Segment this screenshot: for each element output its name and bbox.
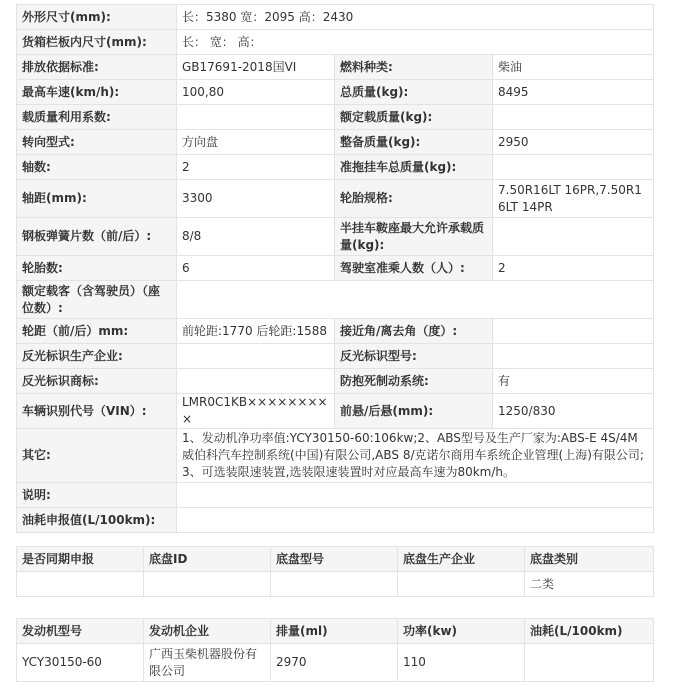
reflector-brand-label: 反光标识商标: [17,369,177,394]
engine-cell: 110 [398,644,525,682]
dims-value: 长：5380 宽：2095 高：2430 [177,5,654,30]
total-mass-label: 总质量(kg): [335,80,493,105]
vin-value: LMR0C1KB××××××××× [177,394,335,429]
spec-row-reflector-maker [17,344,654,369]
dims-label: 外形尺寸(mm): [17,5,177,30]
fuel-report-label: 油耗申报值(L/100km): [17,508,177,533]
springs-label: 钢板弹簧片数（前/后）: [17,218,177,256]
engine-data-row [17,644,654,682]
spec-row-fuel-report [17,508,654,533]
spec-row-passengers [17,281,654,319]
other-label: 其它: [17,429,177,483]
track-label: 轮距（前/后）mm: [17,319,177,344]
spec-row-axles [17,155,654,180]
angle-label: 接近角/离去角（度）: [335,319,493,344]
engine-table [16,618,654,682]
spec-row-vin [17,394,654,429]
chassis-cell [398,572,525,597]
chassis-header-row [17,547,654,572]
vehicle-spec-table [16,4,654,533]
chassis-header-cell: 底盘ID [144,547,271,572]
rated-load-value [493,105,654,130]
fuel-value: 柴油 [493,55,654,80]
rated-load-label: 额定载质量(kg): [335,105,493,130]
reflector-model-label: 反光标识型号: [335,344,493,369]
engine-header-cell: 发动机企业 [144,619,271,644]
spec-row-wheelbase [17,180,654,218]
track-value: 前轮距:1770 后轮距:1588 [177,319,335,344]
fuel-label: 燃料种类: [335,55,493,80]
fuel-report-value [177,508,654,533]
chassis-data-row [17,572,654,597]
chassis-header-cell: 底盘类别 [525,547,654,572]
note-value [177,483,654,508]
spec-row-emission [17,55,654,80]
chassis-cell [144,572,271,597]
engine-header-cell: 发动机型号 [17,619,144,644]
spec-row-dims [17,5,654,30]
spec-row-note [17,483,654,508]
speed-value: 100,80 [177,80,335,105]
angle-value [493,319,654,344]
reflector-brand-value [177,369,335,394]
axles-value: 2 [177,155,335,180]
wheelbase-label: 轴距(mm): [17,180,177,218]
note-label: 说明: [17,483,177,508]
axles-label: 轴数: [17,155,177,180]
curb-mass-label: 整备质量(kg): [335,130,493,155]
engine-header-cell: 排量(ml) [271,619,398,644]
spec-row-speed [17,80,654,105]
box-value: 长： 宽： 高： [177,30,654,55]
chassis-header-cell: 底盘型号 [271,547,398,572]
abs-label: 防抱死制动系统: [335,369,493,394]
trailer-mass-label: 准拖挂车总质量(kg): [335,155,493,180]
spec-row-other [17,429,654,483]
reflector-model-value [493,344,654,369]
cab-label: 驾驶室准乘人数（人）: [335,256,493,281]
other-value: 1、发动机净功率值:YCY30150-60:106kw;2、ABS型号及生产厂家为:ABS-E 4S/4M威伯科汽车控制系统(中国)有限公司,ABS 8/克诺尔商用车系统企业管理(上海)有限公司;3、可选装限速装置,选装限速装置时对应最高车速为80km/h。 [177,429,654,483]
trailer-mass-value [493,155,654,180]
overhang-value: 1250/830 [493,394,654,429]
engine-cell [525,644,654,682]
passengers-label: 额定载客（含驾驶员）（座位数）: [17,281,177,319]
reflector-maker-value [177,344,335,369]
cab-value: 2 [493,256,654,281]
tires-value: 6 [177,256,335,281]
engine-header-cell: 功率(kw) [398,619,525,644]
engine-cell: YCY30150-60 [17,644,144,682]
chassis-table [16,546,654,597]
engine-cell: 广西玉柴机器股份有限公司 [144,644,271,682]
chassis-header-cell: 是否同期申报 [17,547,144,572]
tire-spec-label: 轮胎规格: [335,180,493,218]
saddle-label: 半挂车鞍座最大允许承载质量(kg): [335,218,493,256]
total-mass-value: 8495 [493,80,654,105]
passengers-value [177,281,654,319]
tire-spec-value: 7.50R16LT 16PR,7.50R16LT 14PR [493,180,654,218]
chassis-header-cell: 底盘生产企业 [398,547,525,572]
box-label: 货箱栏板内尺寸(mm): [17,30,177,55]
speed-label: 最高车速(km/h): [17,80,177,105]
abs-value: 有 [493,369,654,394]
reflector-maker-label: 反光标识生产企业: [17,344,177,369]
spec-row-load [17,105,654,130]
engine-header-cell: 油耗(L/100km) [525,619,654,644]
wheelbase-value: 3300 [177,180,335,218]
saddle-value [493,218,654,256]
engine-header-row [17,619,654,644]
load-coef-value [177,105,335,130]
spec-row-tires [17,256,654,281]
spec-row-track [17,319,654,344]
emission-value: GB17691-2018国VI [177,55,335,80]
tires-label: 轮胎数: [17,256,177,281]
chassis-cell: 二类 [525,572,654,597]
spec-row-reflector-brand [17,369,654,394]
steering-value: 方向盘 [177,130,335,155]
spec-row-box [17,30,654,55]
chassis-cell [17,572,144,597]
engine-cell: 2970 [271,644,398,682]
load-coef-label: 载质量利用系数: [17,105,177,130]
vin-label: 车辆识别代号（VIN）: [17,394,177,429]
overhang-label: 前悬/后悬(mm): [335,394,493,429]
steering-label: 转向型式: [17,130,177,155]
chassis-cell [271,572,398,597]
emission-label: 排放依据标准: [17,55,177,80]
spec-row-steering [17,130,654,155]
curb-mass-value: 2950 [493,130,654,155]
spec-row-springs [17,218,654,256]
springs-value: 8/8 [177,218,335,256]
